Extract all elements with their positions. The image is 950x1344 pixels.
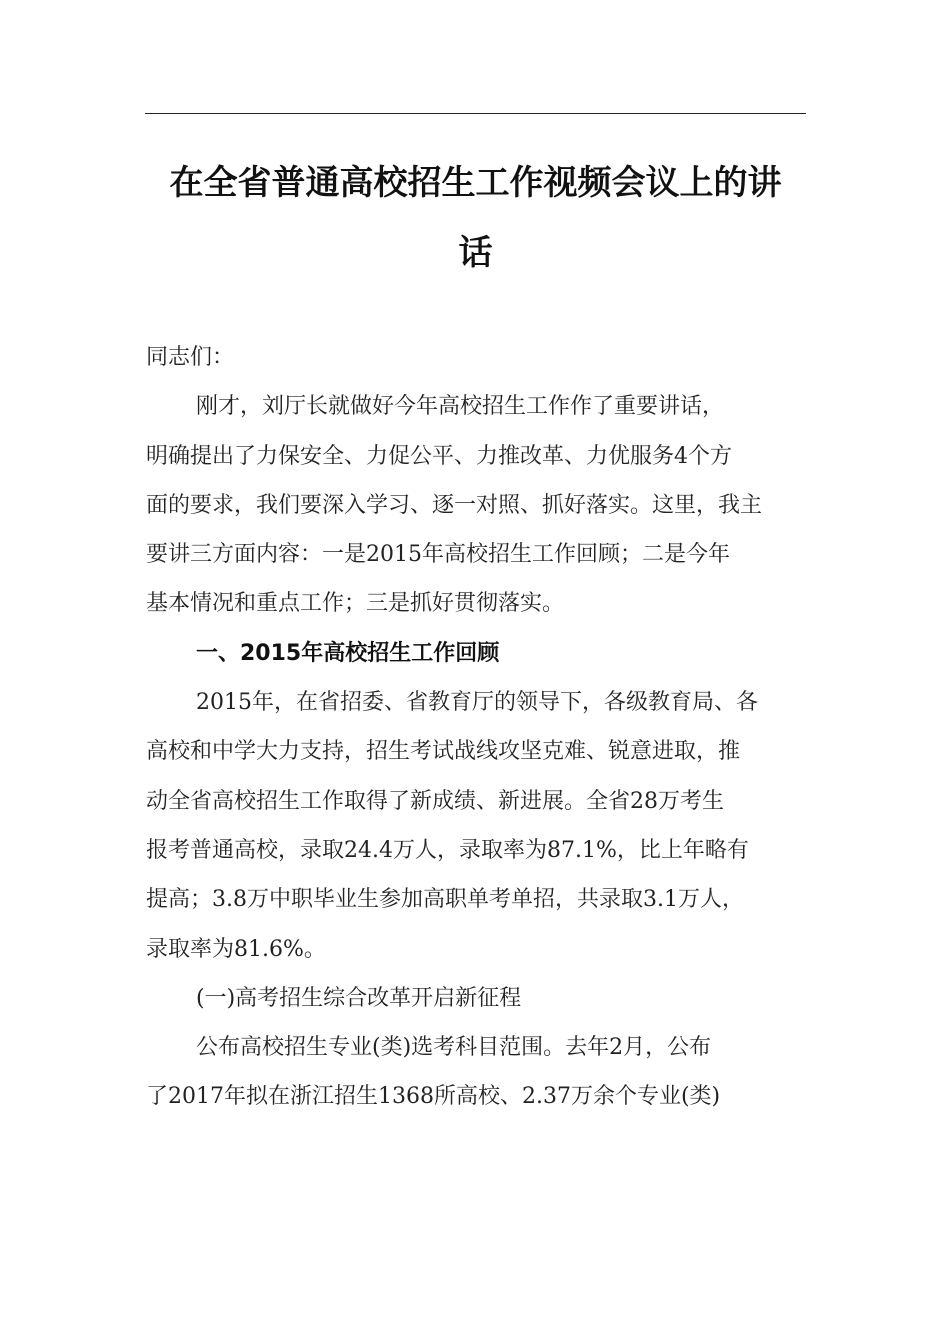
paragraph-line: 了2017年拟在浙江招生1368所高校、2.37万余个专业(类) xyxy=(146,1084,721,1110)
paragraph-line: 要讲三方面内容：一是2015年高校招生工作回顾；二是今年 xyxy=(146,542,730,568)
document-title xyxy=(145,148,806,288)
paragraph-line: 录取率为81.6%。 xyxy=(146,936,326,962)
paragraph-line: 报考普通高校，录取24.4万人，录取率为87.1%，比上年略有 xyxy=(146,837,749,863)
header-rule xyxy=(145,113,806,114)
paragraph-line: 面的要求，我们要深入学习、逐一对照、抓好落实。这里，我主 xyxy=(146,492,763,518)
paragraph-line: 刚才，刘厅长就做好今年高校招生工作作了重要讲话， xyxy=(196,394,725,420)
section-heading: 一、2015年高校招生工作回顾 xyxy=(196,640,500,666)
paragraph-line: 明确提出了力保安全、力促公平、力推改革、力优服务4个方 xyxy=(146,443,732,469)
paragraph-line: 高校和中学大力支持，招生考试战线攻坚克难、锐意进取，推 xyxy=(146,739,741,765)
title-line-2: 话 xyxy=(458,233,493,273)
subsection-heading: (一)高考招生综合改革开启新征程 xyxy=(196,985,522,1011)
salutation: 同志们： xyxy=(146,345,235,370)
document-body xyxy=(146,333,808,1122)
paragraph-line: 2015年，在省招委、省教育厅的领导下，各级教育局、各 xyxy=(196,690,758,716)
paragraph-line: 动全省高校招生工作取得了新成绩、新进展。全省28万考生 xyxy=(146,788,724,814)
title-line-1: 在全省普通高校招生工作视频会议上的讲 xyxy=(169,163,782,203)
paragraph-line: 提高；3.8万中职毕业生参加高职单考单招，共录取3.1万人， xyxy=(146,887,744,913)
paragraph-line: 基本情况和重点工作；三是抓好贯彻落实。 xyxy=(146,591,565,617)
paragraph-line: 公布高校招生专业(类)选考科目范围。去年2月，公布 xyxy=(196,1035,712,1061)
